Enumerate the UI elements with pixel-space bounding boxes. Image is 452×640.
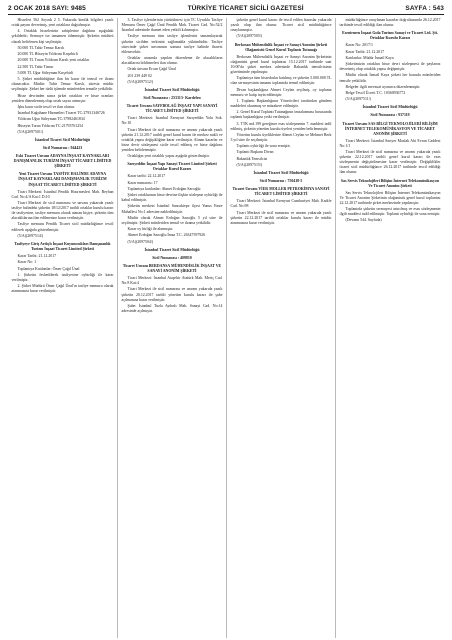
notice-paragraph: 50.000 TL Tahir Temur Karslı [17,45,65,50]
notice-heading: Sicil Numarası : 750418-5 [259,179,303,184]
notice-paragraph: İstanbul Kağıthane Hizmetleri Ticaret TC:27931346726 [17,111,105,116]
notice-paragraph: 22.500 TL Tahir Timur [17,64,54,69]
notice-heading: Sarıyeddin İnşaat Yapı Sanayi Ticaret Limited Şirketi Ortaklar Kurul Kararı [127,162,217,172]
notice-paragraph: Belgeler ilgili mevzuat uyarınca düzenlenmiştir. [345,84,421,89]
notice-paragraph: Şirket ortaklarının hisse devrine ilişkin sözleşme oybirliği ile kabul edilmiştir. [121,193,223,203]
notice-heading: Eski Ticaret Unvanı ADAYNA İNŞAAT KAYNAKLARI DANIŞMANLIK TURİZM İNŞAAT TİCARET LİMİTED ŞİRKETİ [13,154,112,169]
notice-heading: Esenirmen İnşaat Gıda Turizm Sanayi ve Ticaret Ltd. Şti. Ortaklar Kurulu Kararı [342,31,438,41]
notice-paragraph: (5/A)(2097515/) [236,163,263,168]
notice-heading: İstanbul Ticaret Sicil Müdürlüğü [144,247,200,252]
notice-paragraph: Tasfiye memuru Pendik Ticaret sicil müdürlüğünce tescil edilerek aşağıda gösterilmiştir. [11,222,114,232]
text-column [335,18,444,638]
issue-date-number: 2 OCAK 2018 SAYI: 9485 [8,5,86,12]
notice-paragraph: 2. Genel Kurul Toplantı Tutanağının imzalanması hususunda toplantı başkanlığına yetki verilmiştir. [230,110,332,120]
notice-paragraph: 5.000 TL Uğur Süleyman Kırşehirli [17,70,74,75]
notice-paragraph: Yıldırım Uğur Süleyman TC:37982461834 [17,117,85,122]
notice-paragraph: Berkosan Mühendislik İnşaat ve Sanayi Anonim Şirketinin olağanüstü genel kurul toplantısı 15.12.2017 tarihinde saat 10:00'da şirket merkez adresinde Bakanlık temsilcisinin gözetiminde yapılmıştır. [230,54,332,74]
notice-paragraph: Toplantıya katılanlar: Ahmet Erdoğan Sarıoğlu [127,186,201,191]
notice-paragraph: Divan başkanlığına Ahmet Ceylan seçilmiş, oy toplama memuru ve katip tayin edilmiştir. [230,87,332,97]
notice-paragraph: Sas Servis Teknolojileri Bilişim İnternet Telekomünikasyon Ve Ticaret Anonim Şirketinin olağanüstü genel kurul toplantısı 22.12.2017 tarihinde şirket merkezinde yapılmıştır. [339,190,441,205]
notice-paragraph: Ortaklığın yeni ortaklık yapısı aşağıda gösterilmiştir. [127,154,210,159]
notice-paragraph: İşbu karar sicile tescil ve ilan olunur. [17,104,75,109]
text-column [117,18,226,638]
gazette-title: TÜRKİYE TİCARET SİCİLİ GAZETESİ [187,5,304,12]
notice-paragraph: (5/A)(2097512/) [127,79,154,84]
notice-paragraph: Tasfiye memuru tüm tasfiye işlemlerini tamamlayarak şirketin sicilden terkinini sağlamakla yükümlüdür. Tasfiye sürecinde şirket unvanının sonuna tasfiye halinde ibaresi eklenecektir. [121,34,223,54]
notice-paragraph: Ticari Merkezi: İstanbul Sarıyer Maslak Ahi Evran Caddesi No:1/1 [339,138,441,148]
notice-paragraph: 4. Ortaklık hisselerinin sahiplerine dağılımı aşağıdaki şekildedir; Sermaye ise tamamen ödenmiştir. Şirketin müdürü olarak belirlenen kişi seçilmiştir. [11,29,114,44]
notice-paragraph: Toplantıda şirketin sermayesi artırılmış ve esas sözleşmenin ilgili maddesi tadil edilmiştir. Toplantı oybirliği ile sona ermiştir. [339,207,441,217]
notice-heading: Ticaret Unvanı BERDANSA MÜHENDİSLİK İNŞAAT VE SANAYİ ANONİM ŞİRKETİ [122,263,222,274]
notice-paragraph: (5/A)(2097504/) [127,239,154,244]
notice-paragraph: Şube: İstanbul Tuzla Aydınlı Mah. Sanayi Cad. No:14 adresinde açılmıştır. [121,303,223,313]
notice-paragraph: Şirketimizin ortakları hisse devri sözleşmesi ile paylarını devretmiş olup ortaklık yapısı değişmiştir. [339,62,441,72]
notice-paragraph: 20.000 TL Turan Yıldırım Karslı yeni ortaklar [17,58,90,63]
notice-paragraph: Toplantı oybirliği ile sona ermiştir. [236,144,291,149]
notice-heading: Sicil Numarası : 937119 [370,113,410,118]
notice-paragraph: Karar Tarihi: 21.12.2017 [17,254,57,259]
notice-paragraph: Ticari Merkezi ile sicil numarası ve unvanı yukarıda yazılı şirketin 22.12.2017 tarihli genel kurul kararı ile esas sözleşmenin değiştirilmesine karar verilmiştir. Değişiklikler ticaret sicil müdürlüğünce 26.12.2017 tarihinde tescil edildiği ilan olunur. [339,150,441,175]
notice-paragraph: Müdür olarak Ahmet Erdoğan Sarıoğlu 5 yıl süre ile seçilmiştir. Şirketi münferiden temsil ve ilzama yetkilidir. [121,215,223,225]
text-column [8,18,117,638]
notice-paragraph: Ahmet Erdoğan Sarıoğlu İmza T.C. 26347597926 [127,233,206,238]
notice-paragraph: şirketin genel kurul kararı ile tescil edilen hususlar yukarıda yazılı olup ilan olunur. Ticaret sicil müdürlüğünce onaylanmıştır. [230,18,332,33]
notice-paragraph: Şirketin merkezi İstanbul Sancaktepe ilçesi Yunus Emre Mahallesi No:1 adresine nakledilmiştir. [121,204,223,214]
notice-paragraph: (5/A)(2097505/) [236,34,263,39]
notice-paragraph: Ortaklar arasında yapılan düzenleme ile alacaklıların alacaklarını bildirmeleri ilan olunur. [121,55,223,65]
notice-paragraph: Ticari Merkezi ile sicil numarası ve unvanı yukarıda yazılı şirketin 22.12.2017 tarihli ortaklar kurulu kararı ile müdür atanmasına karar verilmiştir. [230,210,332,225]
notice-paragraph: 3. Tasfiye işlemlerinin yürütülmesi için TC Uyruklu Tasfiye Memuru Ömer Çağıl Ünal Pendik Mah. Ticaret Cad. No:52/2 İstanbul adresinde ikamet eden yetkili kılınmıştır. [121,18,223,33]
notice-heading: Sicil Numarası : 409810 [152,255,192,260]
notice-paragraph: Karar tarihi: 22.12.2017 [127,174,166,179]
notice-paragraph: müdürlüğünce onaylanan kararlar doğrultusunda 26.12.2017 tarihinde tescil edildiği ilan olunur. [339,18,441,28]
notice-paragraph: Karar No: 2017/1 [345,43,373,48]
notice-heading: İstanbul Ticaret Sicil Müdürlüğü [34,138,91,142]
notice-paragraph: Hisse devrinden sonra şirket ortakları ve hisse oranları yeniden düzenlenmiş olup ortak sayısı artmıştır. [11,93,114,103]
notice-paragraph: Ticari Merkezi: İstanbul Ataşehir Atatürk Mah. Meriç Cad. No:8 Kat:4 [121,276,223,286]
notice-paragraph: Ticari Merkezi: İstanbul Pendik Hızırmesleri Mah. Reyhan Cad. No:4/A Kat:1 D:10 [11,189,114,199]
notice-heading: Ticaret Unvanı SAS BİLGİ TEKNOLOJİLERİ BİLİŞİM İNTERNET TELEKOMÜNİKASYON VE TİCARET ANONİM ŞİRKETİ [342,121,438,136]
notice-heading: Ticaret Unvanı SAYFBOLAĞ İNŞAAT YAPI SANAYİ TİCARET LİMİTED ŞİRKETİ [126,104,218,114]
notice-paragraph: 201 239 449 02 [127,73,152,78]
notice-paragraph: Toplantıya Katılanlar: Ömer Çağıl Ünal [17,266,80,271]
notice-paragraph: Katılanlar: Müdür İsmail Kaya [345,55,394,60]
notice-paragraph: (5/A)(2097514/) [17,233,44,238]
notice-paragraph: Müdür olarak İsmail Kaya şirketi her konuda münferiden temsile yetkilidir. [339,73,441,83]
notice-paragraph: 20.000 TL Hüseyin Yıldırım Kırşehirli [17,52,78,57]
notice-paragraph: Ticari Merkezi ile sicil numarası ve unvanı yukarıda yazılı şirketin 20.12.2017 tarihli yönetim kurulu kararı ile şube açılmasına karar verilmiştir. [121,287,223,302]
notice-paragraph: Ticari Merkezi ile sicil numarası ve unvanı yukarıda yazılı tasfiye halindeki şirketin 18/12/2017 tarihli ortaklar kurulu kararı ile tasfiyesine, tasfiye memuru olarak atanan kişiye, şirketin tüm alacaklılarına ilan edilmesine karar verilmiştir. [11,200,114,221]
notice-heading: İstanbul Ticaret Sicil Müdürlüğü [253,171,309,176]
notice-paragraph: Hüseyin Turan Yıldırım TC:21793761254 [17,123,84,128]
notice-paragraph: Karar numarası: 17 [127,180,158,185]
notice-heading: Ticaret Unvanı VİER MOLLER PETROKİMYA SANAYİ TİCARET LİMİTED ŞİRKETİ [232,187,330,197]
notice-paragraph: Toplantıya tüm hissedarlar katılmış ve şirketin 5.000.000 TL olan sermayesinin tamamı toplantıda temsil edilmiştir. [230,76,332,86]
notice-heading: Yeni Ticaret Unvanı TASFİYE HALİNDE ADAYNA İNŞAAT KAYNAKLARI DANIŞMANLIK TURİZM İNŞAAT TİCARET LİMİTED ŞİRKETİ [18,172,107,187]
page-number: SAYFA : 543 [405,5,444,12]
notice-paragraph: (5/A)(2097501/) [17,129,44,134]
notice-paragraph: Hisseleri 562 Soyadı 2 5. Yukarıda kimlik bilgileri yazılı ortak payını devretmiş, yeni ortaklara dağıtılmıştır. [11,18,114,28]
notice-heading: Sicil Numarası : 944423 [42,146,83,151]
notice-paragraph: 1. Toplantı Başkanlığının Yöneticileri tarafından gündem maddeleri okunmuş ve müzakere edilmiştir. [230,98,332,108]
notice-heading: Sicil Numarası : 253313- Kardelen [143,95,201,100]
notice-paragraph: Ticari Merkezi ile sicil numarası ve unvanı yukarıda yazılı şirketin 21.12.2017 tarihli genel kurul kararı ile merkez nakli ve ortaklık yapısı değişikliğine karar verilmiştir. Alınan kararlar ve hisse devir sözleşmesi sicile tescil edilmiş ve hisse dağılımı yeniden belirlenmiştir. [121,127,223,152]
notice-paragraph: Toplantı Başkanı Divan [236,150,274,155]
notice-paragraph: (Devamı 544. Sayfada) [345,218,382,223]
notice-heading: Sas Servis Teknolojileri Bilişim İnternet Telekomünikasyon Ve Ticaret Anonim Şirketi [340,178,440,188]
notice-paragraph: Karar oy birliği ile alınmıştır. [127,227,174,232]
notice-paragraph: Karar No: 1 [17,260,37,265]
notice-paragraph: 2. Şirket Müdürü Ömer Çağıl Ünal'ın tasfiye memuru olarak atanmasına karar verilmiştir. [11,284,114,294]
notice-heading: Tasfiyeye Giriş Ardıçlı İnşaat Kuyumcukları Danışmanlık Turizm İnşaat Ticaret Limited Şirketi [14,241,111,251]
notice-paragraph: Yönetim kurulu üyeliklerine Ahmet Ceylan ve Mehmet Berk 3 yıl süre ile seçilmiştir. [230,132,332,142]
page-header [8,5,444,15]
notice-paragraph: Belge Tescil Ücreti T.C. 10360936772 [345,91,406,96]
notice-paragraph: Bakanlık Temsilcisi [236,156,268,161]
notice-paragraph: 3. TTK md.199 gereğince esas sözleşmenin 7. maddesi tadil edilmiş, şirketin yönetim kurulu üyeleri yeniden belirlenmiştir. [230,121,332,131]
notice-paragraph: 5. Şirket müdürlüğüne ilan bir karar ile temsil ve ilzam olunacaktır. Müdür: Tahir Temur Karslı, süresiz müdür seçilmiştir. Şirket her türlü işlemde münferiden temsile yetkilidir. [11,77,114,92]
notice-paragraph: Karar Tarihi: 21.12.2017 [345,49,385,54]
notice-paragraph: Ortak ünvanı Ercan Çağıl Ünal [127,67,176,72]
text-columns [8,18,444,638]
notice-paragraph: Ticari Merkezi: İstanbul Esenyurt Sarıyeddin Yolu Sok. No:10 [121,116,223,126]
text-column [226,18,335,638]
notice-paragraph: (5/A)(2097511/) [345,97,372,102]
notice-heading: Berkosan Mühendislik İnşaat ve Sanayi Anonim Şirketi Olağanüstü Genel Kurul Toplantı Tutanağı [234,42,328,52]
notice-heading: İstanbul Ticaret Sicil Müdürlüğü [362,105,418,110]
notice-paragraph: 1. Şirketin feshedilerek tasfiyesine oybirliği ile karar verilmiştir. [11,272,114,282]
notice-paragraph: Ticari Merkezi: İstanbul Esenyurt Cumhuriyet Mah. Kadife Cad. No:98 [230,199,332,209]
notice-heading: İstanbul Ticaret Sicil Müdürlüğü [144,87,200,92]
